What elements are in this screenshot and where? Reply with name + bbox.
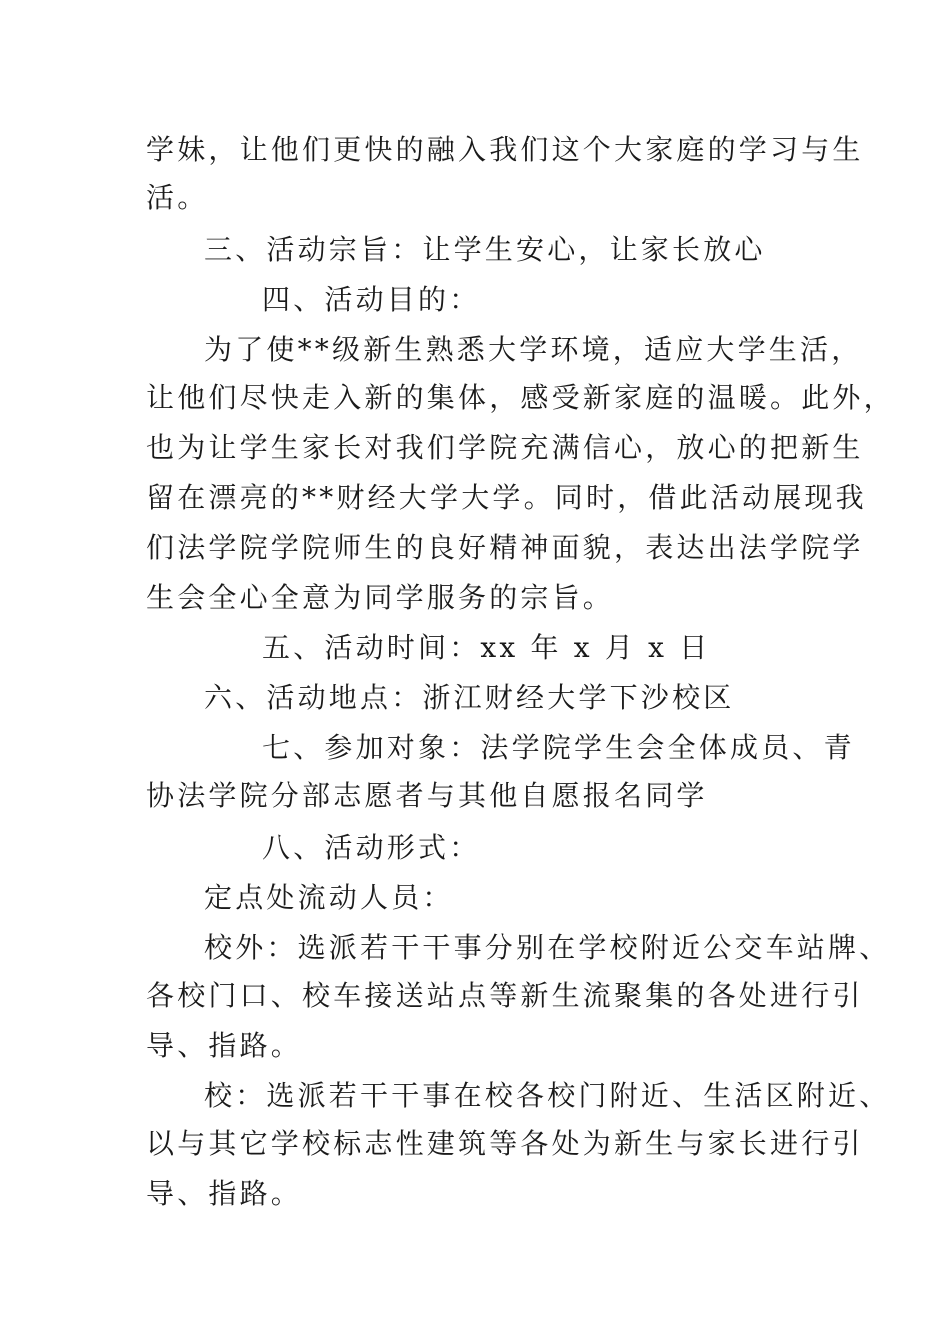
- section-heading: 七、参加对象：法学院学生会全体成员、青: [262, 731, 855, 764]
- section-heading: 六、活动地点：浙江财经大学下沙校区: [204, 681, 735, 714]
- section-heading: 三、活动宗旨：让学生安心，让家长放心: [204, 233, 766, 266]
- text-line: 生会全心全意为同学服务的宗旨。: [146, 581, 615, 614]
- text-line: 们法学院学院师生的良好精神面貌，表达出法学院学: [146, 531, 864, 564]
- text-line: 校：选派若干干事在校各校门附近、生活区附近、: [204, 1079, 891, 1112]
- text-line: 导、指路。: [146, 1029, 303, 1062]
- section-heading: 五、活动时间：xx 年 x 月 x 日: [262, 631, 711, 664]
- text-line: 也为让学生家长对我们学院充满信心，放心的把新生: [146, 431, 864, 464]
- text-line: 协法学院分部志愿者与其他自愿报名同学: [146, 779, 708, 812]
- section-heading: 八、活动形式：: [262, 831, 481, 864]
- text-line: 学妹，让他们更快的融入我们这个大家庭的学习与生: [146, 133, 864, 166]
- text-line: 留在漂亮的**财经大学大学。同时，借此活动展现我: [146, 481, 867, 514]
- text-line: 导、指路。: [146, 1177, 303, 1210]
- text-line: 校外：选派若干干事分别在学校附近公交车站牌、: [204, 931, 891, 964]
- text-line: 定点处流动人员：: [204, 881, 454, 914]
- text-line: 以与其它学校标志性建筑等各处为新生与家长进行引: [146, 1127, 864, 1160]
- text-line: 活。: [146, 181, 209, 214]
- section-heading: 四、活动目的：: [262, 283, 481, 316]
- text-line: 让他们尽快走入新的集体，感受新家庭的温暖。此外，: [146, 381, 895, 414]
- text-line: 为了使**级新生熟悉大学环境，适应大学生活，: [204, 333, 863, 366]
- text-line: 各校门口、校车接送站点等新生流聚集的各处进行引: [146, 979, 864, 1012]
